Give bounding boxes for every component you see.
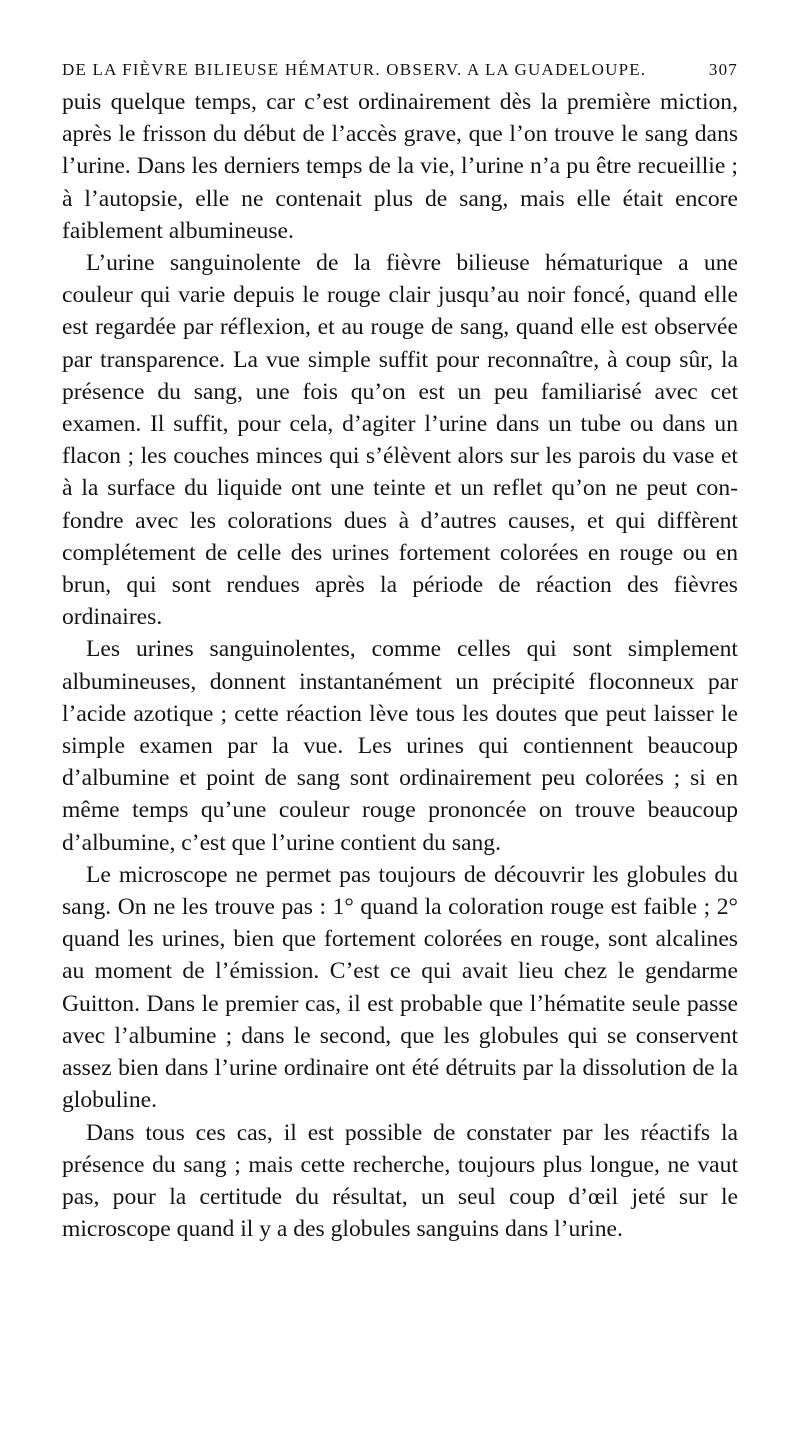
page bbox=[62, 60, 738, 1245]
running-title: DE LA FIÈVRE BILIEUSE HÉMATUR. OBSERV. A LA GUADELOUPE. bbox=[62, 60, 647, 79]
paragraph: Les urines sanguinolentes, comme celles qui sont simplement albumineuses, donnent instantanément un précipité floconneux par l’acide azotique ; cette réaction lève tous les doutes que peut laisser le simple examen par la vue. Les urines qui contiennent beaucoup d’albumine et point de sang sont ordinairement peu colorées ; si en même temps qu’une couleur rouge prononcée on trouve beaucoup d’albumine, c’est que l’urine contient du sang. bbox=[62, 636, 738, 856]
page-number: 307 bbox=[708, 60, 738, 79]
paragraph: Dans tous ces cas, il est possible de constater par les réactifs la présence du sang ; mais cette recherche, toujours plus longue, ne vaut pas, pour la certitude du résultat, un seul coup d’œil jeté sur le microscope quand il y a des globules sanguins dans l’urine. bbox=[62, 1119, 738, 1243]
paragraph: L’urine sanguinolente de la fièvre bilieuse hématurique a une couleur qui varie depuis le rouge clair jusqu’au noir foncé, quand elle est regardée par réflexion, et au rouge de sang, quand elle est observée par transparence. La vue simple suffit pour reconnaître, à coup sûr, la présence du sang, une fois qu’on est un peu familiarisé avec cet examen. Il suffit, pour cela, d’agiter l’urine dans un tube ou dans un flacon ; les couches minces qui s’élèvent alors sur les parois du vase et à la surface du liquide ont une teinte et un reflet qu’on ne peut confondre avec les colorations dues à d’autres causes, et qui diffèrent complétement de celle des urines fortement colorées en rouge ou en brun, qui sont rendues après la période de réaction des fièvres ordinaires. bbox=[62, 250, 738, 631]
body-text bbox=[62, 86, 738, 1245]
running-header bbox=[62, 60, 738, 80]
paragraph: puis quelque temps, car c’est ordinairement dès la première miction, après le frisson du début de l’accès grave, que l’on trouve le sang dans l’urine. Dans les derniers temps de la vie, l’urine n’a pu être recueillie ; à l’autopsie, elle ne contenait plus de sang, mais elle était encore faiblement albumineuse. bbox=[62, 89, 738, 244]
paragraph: Le microscope ne permet pas toujours de découvrir les globules du sang. On ne les trouve pas : 1° quand la coloration rouge est faible ; 2° quand les urines, bien que fortement colorées en rouge, sont alcalines au moment de l’émission. C’est ce qui avait lieu chez le gendarme Guitton. Dans le premier cas, il est probable que l’hématite seule passe avec l’albumine ; dans le second, que les globules qui se conservent assez bien dans l’urine ordinaire ont été détruits par la dissolution de la globuline. bbox=[62, 861, 738, 1114]
